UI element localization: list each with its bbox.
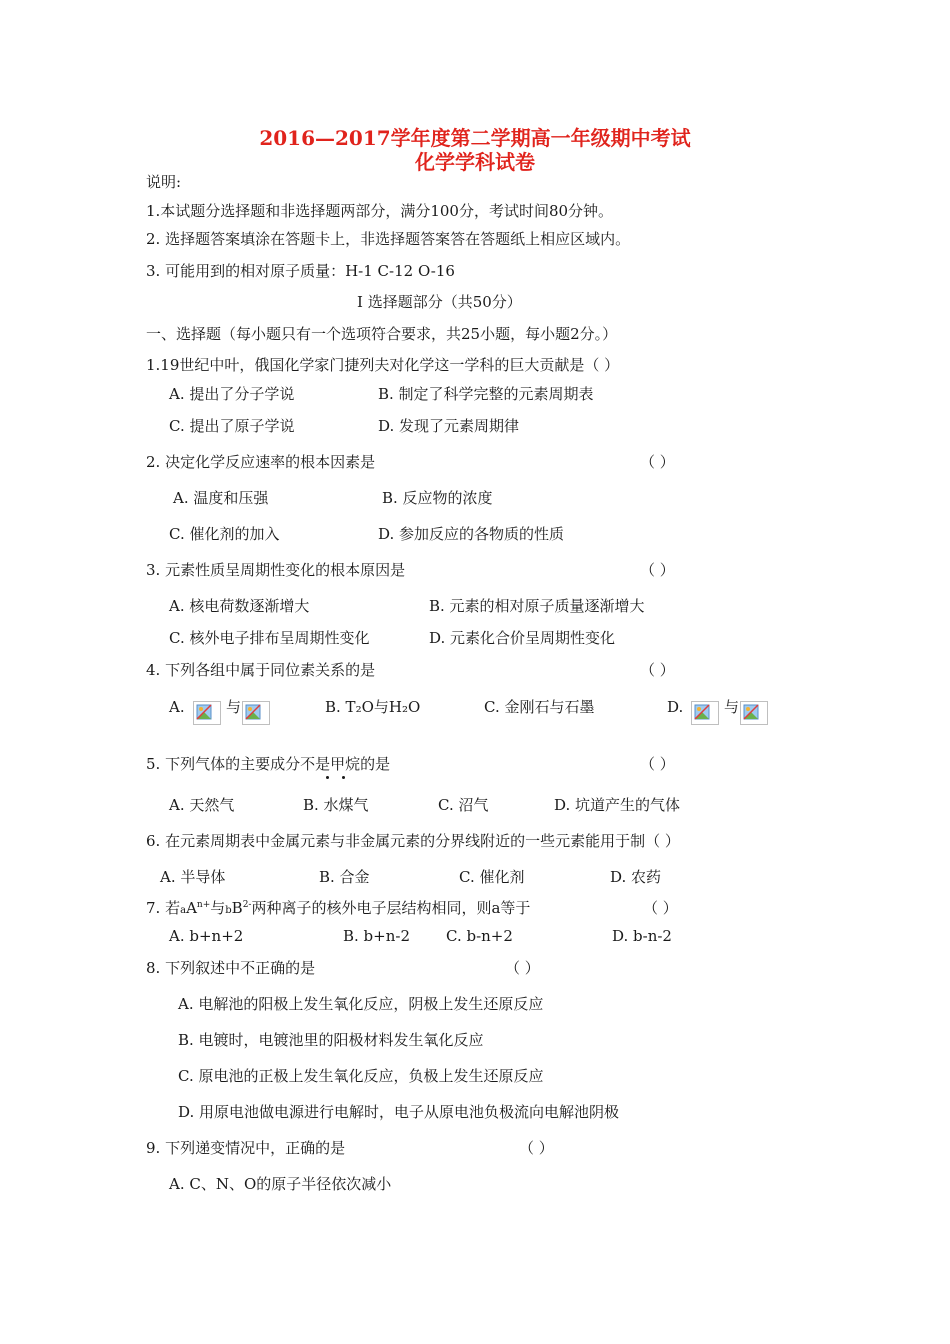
q2-stem: 2. 决定化学反应速率的根本因素是: [146, 453, 376, 471]
q1-stem: 1.19世纪中叶，俄国化学家门捷列夫对化学这一学科的巨大贡献是（ ）: [146, 356, 620, 374]
notes-label: 说明:: [146, 173, 182, 191]
q3-option-b: B. 元素的相对原子质量逐渐增大: [429, 597, 645, 615]
q5-option-c: C. 沼气: [438, 796, 489, 814]
q9-option-a: A. C、N、O的原子半径依次减小: [169, 1175, 392, 1193]
q1-option-b: B. 制定了科学完整的元素周期表: [378, 385, 594, 403]
q9-stem: 9. 下列递变情况中，正确的是: [146, 1139, 346, 1157]
q3-option-d: D. 元素化合价呈周期性变化: [429, 629, 616, 647]
q7-answer-paren: （ ）: [643, 899, 678, 917]
note-3: 3. 可能用到的相对原子质量：H-1 C-12 O-16: [146, 262, 455, 280]
q6-option-a: A. 半导体: [160, 868, 226, 886]
q6-option-b: B. 合金: [319, 868, 370, 886]
q1-option-a: A. 提出了分子学说: [169, 385, 295, 403]
q6-stem: 6. 在元素周期表中金属元素与非金属元素的分界线附近的一些元素能用于制（ ）: [146, 832, 680, 850]
q8-option-c: C. 原电池的正极上发生氧化反应，负极上发生还原反应: [178, 1067, 544, 1085]
section-instruction: 一、选择题（每小题只有一个选项符合要求，共25小题，每小题2分。）: [146, 325, 618, 343]
q4-option-d-connector: 与: [724, 698, 740, 716]
q3-answer-paren: （ ）: [640, 561, 675, 579]
q4-option-d-label: D.: [667, 698, 684, 716]
q2-answer-paren: （ ）: [640, 453, 675, 471]
note-2: 2. 选择题答案填涂在答题卡上，非选择题答案答在答题纸上相应区域内。: [146, 230, 631, 248]
q8-stem: 8. 下列叙述中不正确的是: [146, 959, 316, 977]
q6-option-c: C. 催化剂: [459, 868, 525, 886]
q8-option-d: D. 用原电池做电源进行电解时，电子从原电池负极流向电解池阴极: [178, 1103, 620, 1121]
q5-option-b: B. 水煤气: [303, 796, 369, 814]
q3-stem: 3. 元素性质呈周期性变化的根本原因是: [146, 561, 406, 579]
q8-answer-paren: （ ）: [505, 959, 540, 977]
emphasis-dot: [326, 776, 329, 779]
q6-option-d: D. 农药: [610, 868, 662, 886]
q8-option-b: B. 电镀时，电镀池里的阳极材料发生氧化反应: [178, 1031, 484, 1049]
broken-image-icon: [740, 701, 768, 725]
exam-subtitle: 化学学科试卷: [415, 150, 535, 174]
q9-answer-paren: （ ）: [519, 1139, 554, 1157]
q2-option-b: B. 反应物的浓度: [382, 489, 493, 507]
q3-option-c: C. 核外电子排布呈周期性变化: [169, 629, 370, 647]
q2-option-a: A. 温度和压强: [173, 489, 269, 507]
q3-option-a: A. 核电荷数逐渐增大: [169, 597, 310, 615]
q2-option-c: C. 催化剂的加入: [169, 525, 280, 543]
q7-option-c: C. b-n+2: [446, 927, 513, 945]
q1-option-c: C. 提出了原子学说: [169, 417, 295, 435]
q8-option-a: A. 电解池的阳极上发生氧化反应，阴极上发生还原反应: [178, 995, 544, 1013]
q4-option-c: C. 金刚石与石墨: [484, 698, 595, 716]
q4-answer-paren: （ ）: [640, 661, 675, 679]
q7-option-a: A. b+n+2: [169, 927, 244, 945]
broken-image-icon: [242, 701, 270, 725]
q1-option-d: D. 发现了元素周期律: [378, 417, 520, 435]
broken-image-icon: [193, 701, 221, 725]
q7-option-d: D. b-n-2: [612, 927, 672, 945]
q4-option-a-label: A.: [169, 698, 185, 716]
note-1: 1.本试题分选择题和非选择题两部分，满分100分，考试时间80分钟。: [146, 202, 614, 220]
q5-option-d: D. 坑道产生的气体: [554, 796, 681, 814]
q5-stem: 5. 下列气体的主要成分不是甲烷的是: [146, 755, 391, 773]
q4-stem: 4. 下列各组中属于同位素关系的是: [146, 661, 376, 679]
q7-stem: 7. 若$aA^{n+}$与$bB^{2-}$两种离子的核外电子层结构相同，则a等于: [146, 899, 531, 917]
q2-option-d: D. 参加反应的各物质的性质: [378, 525, 565, 543]
q4-option-b: B. T₂O与H₂O: [325, 698, 421, 716]
q7-option-b: B. b+n-2: [343, 927, 411, 945]
q4-option-a-connector: 与: [226, 698, 242, 716]
q5-answer-paren: （ ）: [640, 755, 675, 773]
broken-image-icon: [691, 701, 719, 725]
emphasis-dot: [342, 776, 345, 779]
exam-title: 2016—2017学年度第二学期高一年级期中考试: [259, 126, 691, 150]
q5-option-a: A. 天然气: [169, 796, 235, 814]
section-heading: Ⅰ 选择题部分（共50分）: [357, 293, 522, 311]
